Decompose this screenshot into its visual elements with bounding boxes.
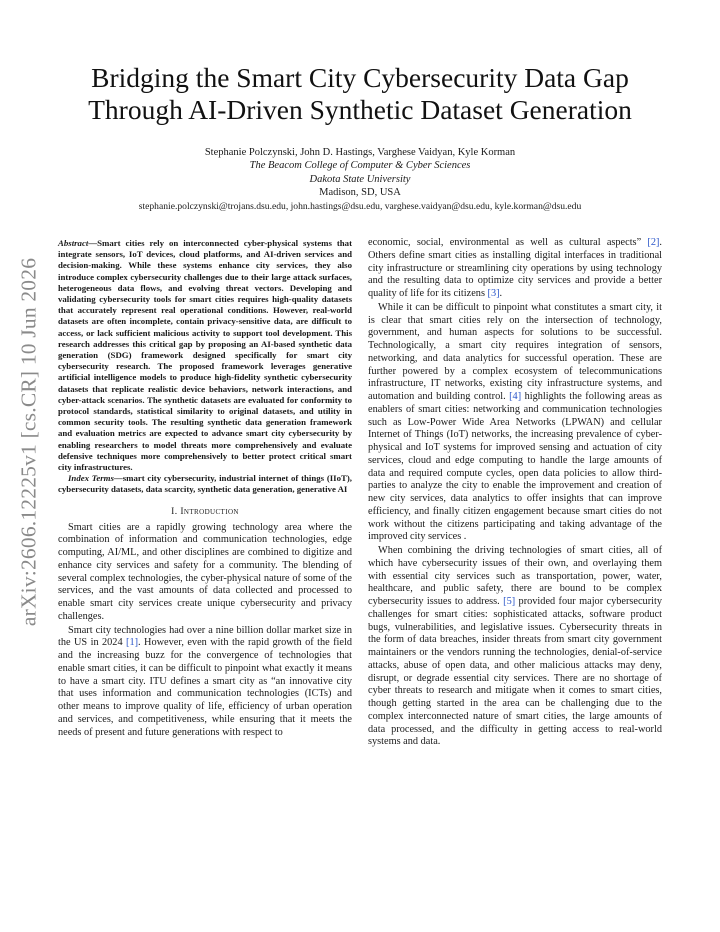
citation-link[interactable]: [1] xyxy=(126,637,139,649)
author-names: Stephanie Polczynski, John D. Hastings, Varghese Vaidyan, Kyle Korman xyxy=(204,147,516,158)
abstract-label: Abstract xyxy=(58,238,89,248)
intro-paragraph-4: While it can be difficult to pinpoint what constitutes a smart city, it is clear that smart cities rely on the intersection of technology, government, and human aspects for solutions to be successful. Technologically, a smart city requires integration of sensors, networking, and data analytics for successful operation. These are further powered by a complex ecosystem of telecommunications infrastructure, IT networks, existing city infrastructure systems, and automation and building control. [4] highlights the following areas as enablers of smart cities: networking and communication technologies such as Low-Power Wide Area Networks (LPWAN) and cellular Internet of Things (IoT) networks, the increasing prevalence of cyber-physical and IoT systems for improved sensing and actuation of city services, cloud and edge computing to handle the large amounts of data and required compute cycles, open data policies to allow third-parties to analyze the city to enable the improvement and creation of new city services, data analytics to offer insights that can improve efficiency, and finally citizen engagement because smart cities do not work without the citizens participating and taking advantage of the improved city services . xyxy=(368,301,662,543)
citation-link[interactable]: [3] xyxy=(487,288,500,299)
citation-link[interactable]: [5] xyxy=(503,596,516,607)
arxiv-sidebar xyxy=(12,232,46,652)
intro-paragraph-2: Smart city technologies had over a nine billion dollar market size in the US in 2024 [1]. However, even with the rapid growth of the field and the increasing buzz for the convergence of technologies that enable smart cities, it can be difficult to pinpoint what exactly it means to have a smart city. ITU defines a smart city as “an innovative city that uses information and communication technologies (ICTs) and other means to improve quality of life, efficiency of urban operation and services, and competitiveness, while ensuring that it meets the needs of present and future generations with respect to xyxy=(58,624,352,738)
intro-paragraph-5: When combining the driving technologies of smart cities, all of which have cybersecurity issues of their own, and overlaying them with essential city services such as transportation, power, water, healthcare, and public safety, there are bound to be complex cybersecurity issues to address. [5] provided four major cybersecurity challenges for smart cities: sophisticated attacks, software product bugs, vulnerabilities, and legislative issues. Cybersecurity threats in the form of data breaches, insider threats from smart city government maintainers or the vendors running the technologies, denial-of-service attacks, abuse of open data, and other malicious attacks may deny, disrupt, or degrade essential city services. There are no shortage of cyber threats to research and mitigate when it comes to smart cities, though getting started in the area can be challenging due to the complex interconnected nature of smart cities, the large amounts of data processed, and the difficulty in getting access to real-world systems and data. xyxy=(368,545,662,748)
intro-paragraph-1: Smart cities are a rapidly growing technology area where the combination of information and communication technologies, edge computing, AI/ML, and other disciplines are combined to digitize and enhance city services and safety for a community. The blending of several complex technologies, the cyber-physical nature of some of the services, and the vast amounts of data collected and processed to enable smart city services create unique cybersecurity and privacy challenges. xyxy=(58,521,352,622)
abstract: Abstract—Smart cities rely on interconnected cyber-physical systems that integrate sensors, IoT devices, cloud platforms, and AI-driven services and decision-making. While these systems enhance city services, they also introduce complex cybersecurity challenges due to their large attack surfaces, heterogeneous data flows, and evolving threat vectors. Developing and validating cybersecurity tools for smart cities requires high-quality datasets that accurately represent real operational conditions. However, real-world datasets are often incomplete, contain privacy-sensitive data, are difficult to access, or lack sufficient malicious activity to support tool development. This research addresses this critical gap by proposing an AI-based synthetic data generation (SDG) framework designed specifically for smart city cybersecurity research. The proposed framework leverages generative artificial intelligence models to produce high-fidelity synthetic cybersecurity datasets that replicate realistic device behaviors, network interactions, and cyber-attack scenarios. The synthetic datasets are evaluated for conformity to protocol standards, statistical similarity to original datasets, and utility in common security tools. The resulting synthetic data generation framework and evaluation metrics are expected to advance smart city cybersecurity by enabling researchers to model threats more comprehensively and evaluate defensive techniques more comprehensively to better protect critical smart city infrastructures. xyxy=(58,238,352,473)
abstract-text: Smart cities rely on interconnected cyber-physical systems that integrate sensors, IoT devices, cloud platforms, and AI-driven services and decision-making. While these systems enhance city services, they also introduce complex cybersecurity challenges due to their large attack surfaces, heterogeneous data flows, and evolving threat vectors. Developing and validating cybersecurity tools for smart cities requires high-quality datasets that accurately represent real operational conditions. However, real-world datasets are often incomplete, contain privacy-sensitive data, are difficult to access, or lack sufficient malicious activity to support tool development. This research addresses this critical gap by proposing an AI-based synthetic data generation (SDG) framework designed specifically for smart city cybersecurity research. The proposed framework leverages generative artificial intelligence models to produce high-fidelity synthetic cybersecurity datasets that replicate realistic device behaviors, network interactions, and cyber-attack scenarios. The synthetic datasets are evaluated for conformity to protocol standards, statistical similarity to original datasets, and utility in common security tools. The resulting synthetic data generation framework and evaluation metrics are expected to advance smart city cybersecurity by enabling researchers to model threats more comprehensively and evaluate defensive techniques more comprehensively to better protect critical smart city infrastructures. xyxy=(58,238,352,473)
right-column xyxy=(368,237,662,749)
affiliation-university: Dakota State University xyxy=(309,173,411,185)
author-block xyxy=(60,146,660,213)
paper-title xyxy=(60,62,660,126)
intro-paragraph-3: economic, social, environmental as well as cultural aspects” [2]. Others define smart cities as installing digital interfaces in traditional city infrastructure or streamlining city operations by using technology and the resulting data to optimize city services and provide a better quality of life for its citizens [3]. xyxy=(368,237,662,299)
title-line-2: Through AI-Driven Synthetic Dataset Generation xyxy=(88,94,632,125)
author-emails: stephanie.polczynski@trojans.dsu.edu, john.hastings@dsu.edu, varghese.vaidyan@dsu.edu, kyle.korman@dsu.edu xyxy=(138,201,582,213)
section-heading-introduction: I. Introduction xyxy=(171,505,239,517)
citation-link[interactable]: [2] xyxy=(647,237,660,248)
title-line-1: Bridging the Smart City Cybersecurity Data Gap xyxy=(91,62,629,93)
index-terms-label: Index Terms xyxy=(68,473,114,484)
arxiv-identifier: arXiv:2606.12225v1 [cs.CR] 10 Jun 2026 xyxy=(16,257,41,627)
index-terms: Index Terms—smart city cybersecurity, industrial internet of things (IIoT), cybersecurity datasets, data scarcity, synthetic data generation, generative AI xyxy=(58,473,352,495)
affiliation-location: Madison, SD, USA xyxy=(319,186,401,198)
left-column xyxy=(58,238,352,739)
affiliation-college: The Beacom College of Computer & Cyber Sciences xyxy=(249,160,471,172)
index-terms-text: smart city cybersecurity, industrial internet of things (IIoT), cybersecurity datasets, data scarcity, synthetic data generation, generative AI xyxy=(58,473,352,495)
citation-link[interactable]: [4] xyxy=(509,391,522,402)
